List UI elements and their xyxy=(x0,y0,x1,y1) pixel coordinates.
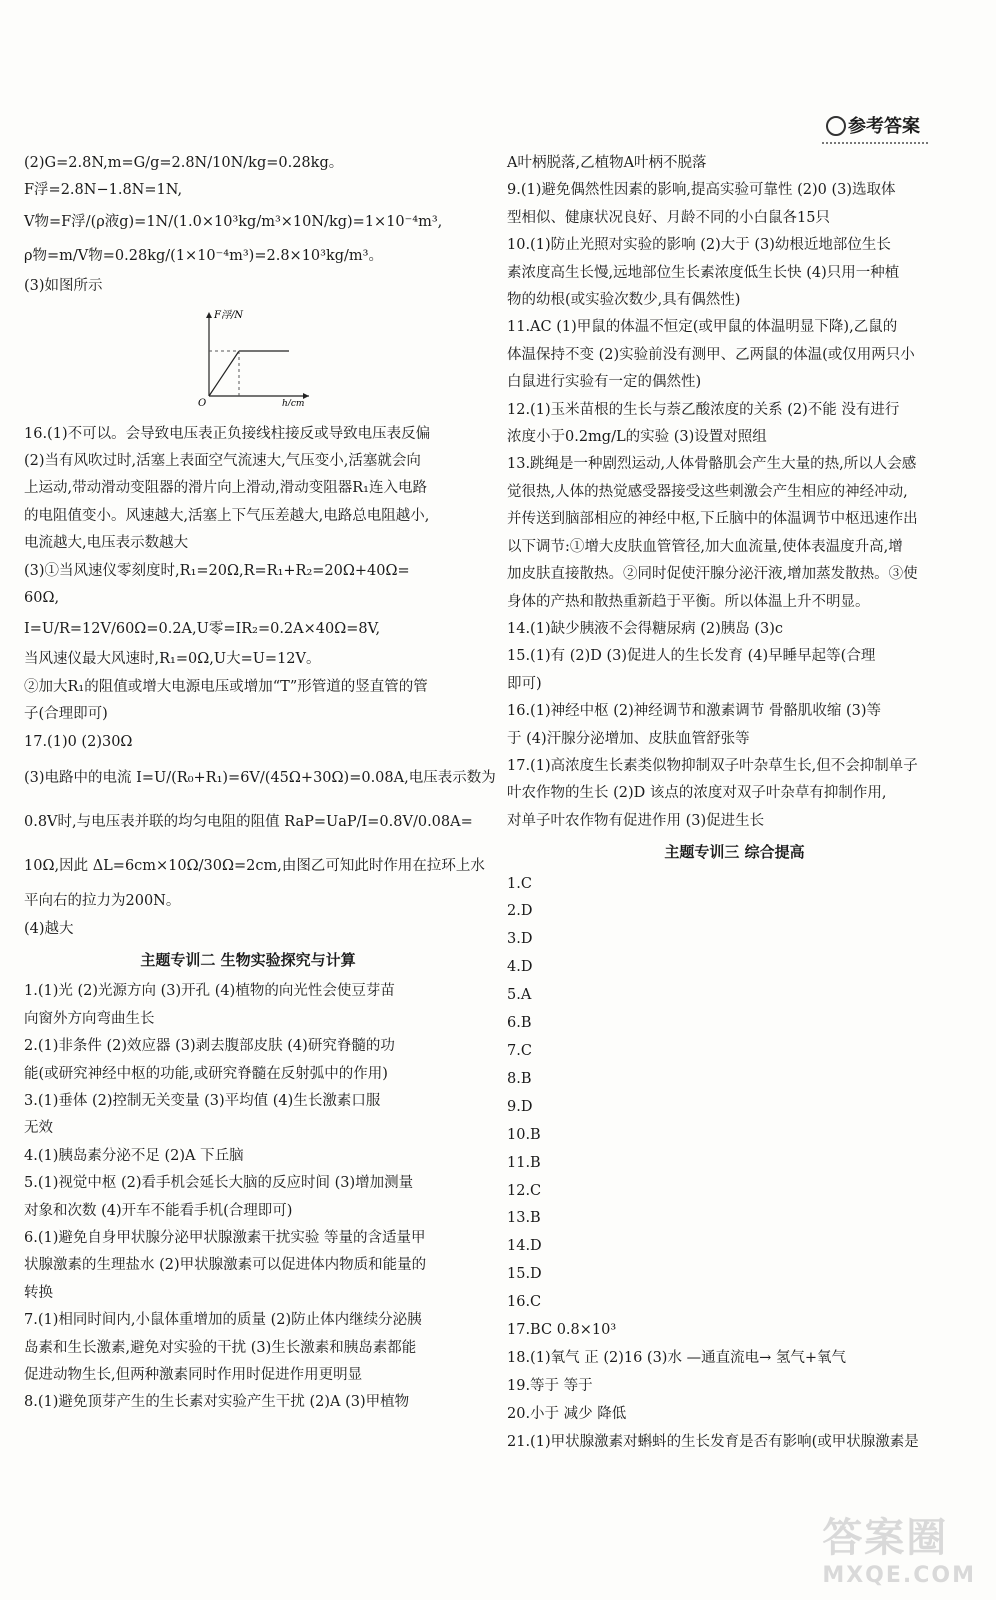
mc-answer: 4.D xyxy=(507,959,533,976)
mc-answer: 3.D xyxy=(507,931,533,948)
q16-line: 上运动,带动滑动变阻器的滑片向上滑动,滑动变阻器R₁连入电路 xyxy=(24,480,427,497)
section-title-2: 主题专训二 生物实验探究与计算 xyxy=(140,950,356,969)
q16-line: I=U/R=12V/60Ω=0.2A,U零=IR₂=0.2A×40Ω=8V, xyxy=(24,621,381,638)
q17-line: 17.(1)0 (2)30Ω xyxy=(24,733,133,750)
graph-origin: O xyxy=(198,398,207,407)
q16-line: ②加大R₁的阻值或增大电源电压或增加“T”形管道的竖直管的管 xyxy=(24,678,428,695)
mc-answer: 2.D xyxy=(507,903,533,920)
r-line: 17.(1)高浓度生长素类似物抑制双子叶杂草生长,但不会抑制单子 xyxy=(507,757,918,774)
buoyancy-depth-graph xyxy=(194,306,314,406)
s2-line: 1.(1)光 (2)光源方向 (3)开孔 (4)植物的向光性会使豆芽苗 xyxy=(24,983,395,1000)
r-line: 叶农作物的生长 (2)D 该点的浓度对双子叶杂草有抑制作用, xyxy=(507,785,887,802)
badge-text: 参考答案 xyxy=(848,116,920,137)
q16-line: 子(合理即可) xyxy=(24,706,108,723)
q16-line: 16.(1)不可以。会导致电压表正负接线柱接反或导致电压表反偏 xyxy=(24,425,431,442)
r-line: 白鼠进行实验有一定的偶然性) xyxy=(507,374,702,391)
right-column xyxy=(507,150,962,1457)
left-column xyxy=(24,150,496,1417)
mc-answer: 12.C xyxy=(507,1182,542,1199)
s2-line: 7.(1)相同时间内,小鼠体重增加的质量 (2)防止体内继续分泌胰 xyxy=(24,1312,422,1329)
q16-line: 60Ω, xyxy=(24,590,60,607)
r-line: 11.AC (1)甲鼠的体温不恒定(或甲鼠的体温明显下降),乙鼠的 xyxy=(507,319,898,336)
r-line: 并传送到脑部相应的神经中枢,下丘脑中的体温调节中枢迅速作出 xyxy=(507,511,918,528)
section-title-3: 主题专训三 综合提高 xyxy=(664,843,805,862)
q15-line: ρ物=m/V物=0.28kg/(1×10⁻⁴m³)=2.8×10³kg/m³。 xyxy=(24,247,383,264)
s2-line: 向窗外方向弯曲生长 xyxy=(24,1010,155,1027)
reference-answer-badge xyxy=(822,112,928,144)
s2-line: 岛素和生长激素,避免对实验的干扰 (3)生长激素和胰岛素都能 xyxy=(24,1339,417,1356)
r-line: 10.(1)防止光照对实验的影响 (2)大于 (3)幼根近地部位生长 xyxy=(507,237,891,254)
site-watermark xyxy=(822,1506,976,1588)
mc-answer: 18.(1)氧气 正 (2)16 (3)水 —通直流电→ 氢气+氧气 xyxy=(507,1349,846,1366)
q17-line: 平向右的拉力为200N。 xyxy=(24,893,181,910)
q17-line: 10Ω,因此 ΔL=6cm×10Ω/30Ω=2cm,由图乙可知此时作用在拉环上水 xyxy=(24,858,485,875)
r-line: 觉很热,人体的热觉感受器接受这些刺激会产生相应的神经冲动, xyxy=(507,483,908,500)
loop-decoration-icon xyxy=(826,116,846,136)
r-line: 15.(1)有 (2)D (3)促进人的生长发育 (4)早睡早起等(合理 xyxy=(507,648,876,665)
mc-answer: 21.(1)甲状腺激素对蝌蚪的生长发育是否有影响(或甲状腺激素是 xyxy=(507,1433,919,1450)
s2-line: 4.(1)胰岛素分泌不足 (2)A 下丘脑 xyxy=(24,1147,244,1164)
watermark-main: 答案圈 xyxy=(822,1515,949,1561)
mc-answer: 1.C xyxy=(507,875,532,892)
s2-line: 无效 xyxy=(24,1120,53,1137)
s2-line: 转换 xyxy=(24,1284,53,1301)
mc-answer: 20.小于 减少 降低 xyxy=(507,1405,627,1422)
rising-line xyxy=(209,351,239,396)
r-line: 素浓度高生长慢,远地部位生长素浓度低生长快 (4)只用一种植 xyxy=(507,264,900,281)
q15-line: V物=F浮/(ρ液g)=1N/(1.0×10³kg/m³×10N/kg)=1×10⁻⁴m³, xyxy=(24,213,443,230)
mc-answer: 8.B xyxy=(507,1070,532,1087)
r-line: 加皮肤直接散热。②同时促使汗腺分泌汗液,增加蒸发散热。③使 xyxy=(507,566,918,583)
r-line: 体温保持不变 (2)实验前没有测甲、乙两鼠的体温(或仅用两只小 xyxy=(507,346,915,363)
q16-line: 电流越大,电压表示数越大 xyxy=(24,535,189,552)
r-line: 以下调节:①增大皮肤血管管径,加大血流量,使体表温度升高,增 xyxy=(507,538,903,555)
q16-line: (2)当有风吹过时,活塞上表面空气流速大,气压变小,活塞就会向 xyxy=(24,453,421,470)
q17-line: (4)越大 xyxy=(24,920,74,937)
q15-line: F浮=2.8N−1.8N=1N, xyxy=(24,182,183,199)
mc-answer: 17.BC 0.8×10³ xyxy=(507,1322,617,1339)
mc-answer: 10.B xyxy=(507,1126,541,1143)
r-line: 12.(1)玉米苗根的生长与萘乙酸浓度的关系 (2)不能 没有进行 xyxy=(507,401,900,418)
r-line: 浓度小于0.2mg/L的实验 (3)设置对照组 xyxy=(507,429,767,446)
q15-line: (3)如图所示 xyxy=(24,277,103,294)
s2-line: 5.(1)视觉中枢 (2)看手机会延长大脑的反应时间 (3)增加测量 xyxy=(24,1175,414,1192)
mc-answer: 14.D xyxy=(507,1238,542,1255)
s2-line: 2.(1)非条件 (2)效应器 (3)剥去腹部皮肤 (4)研究脊髓的功 xyxy=(24,1038,395,1055)
s2-line: 对象和次数 (4)开车不能看手机(合理即可) xyxy=(24,1202,293,1219)
s2-line: 促进动物生长,但两种激素同时作用时促进作用更明显 xyxy=(24,1367,363,1383)
r-line: 即可) xyxy=(507,675,542,692)
graph-xlabel: h/cm xyxy=(282,399,305,407)
s2-line: 6.(1)避免自身甲状腺分泌甲状腺激素干扰实验 等量的含适量甲 xyxy=(24,1229,426,1246)
mc-answer: 11.B xyxy=(507,1154,541,1171)
r-line: 16.(1)神经中枢 (2)神经调节和激素调节 骨骼肌收缩 (3)等 xyxy=(507,703,882,720)
r-line: 9.(1)避免偶然性因素的影响,提高实验可靠性 (2)0 (3)选取体 xyxy=(507,182,896,199)
mc-answer: 13.B xyxy=(507,1210,541,1227)
mc-answer: 9.D xyxy=(507,1098,533,1115)
mc-answer: 5.A xyxy=(507,987,532,1004)
r-line: 14.(1)缺少胰液不会得糖尿病 (2)胰岛 (3)c xyxy=(507,620,784,637)
r-line: A叶柄脱落,乙植物A叶柄不脱落 xyxy=(507,155,707,171)
mc-answer: 7.C xyxy=(507,1043,532,1059)
s2-line: 能(或研究神经中枢的功能,或研究脊髓在反射弧中的作用) xyxy=(24,1065,388,1082)
r-line: 对单子叶农作物有促进作用 (3)促进生长 xyxy=(507,812,765,829)
mc-answer: 19.等于 等于 xyxy=(507,1377,593,1394)
q17-line: (3)电路中的电流 I=U/(R₀+R₁)=6V/(45Ω+30Ω)=0.08A,电压表示数为 xyxy=(24,770,496,787)
q16-line: (3)①当风速仪零刻度时,R₁=20Ω,R=R₁+R₂=20Ω+40Ω= xyxy=(24,562,410,579)
s2-line: 3.(1)垂体 (2)控制无关变量 (3)平均值 (4)生长激素口服 xyxy=(24,1092,381,1109)
y-axis-arrow xyxy=(206,312,212,318)
mc-answer: 16.C xyxy=(507,1294,542,1311)
q16-line: 当风速仪最大风速时,R₁=0Ω,U大=U=12V。 xyxy=(24,651,321,668)
graph-ylabel: F浮/N xyxy=(214,310,244,322)
r-line: 13.跳绳是一种剧烈运动,人体骨骼肌会产生大量的热,所以人会感 xyxy=(507,456,917,473)
mc-answer: 15.D xyxy=(507,1266,542,1283)
s2-line: 状腺激素的生理盐水 (2)甲状腺激素可以促进体内物质和能量的 xyxy=(24,1257,427,1274)
q16-line: 的电阻值变小。风速越大,活塞上下气压差越大,电路总电阻越小, xyxy=(24,507,430,524)
q15-line: (2)G=2.8N,m=G/g=2.8N/10N/kg=0.28kg。 xyxy=(24,155,344,171)
r-line: 物的幼根(或实验次数少,具有偶然性) xyxy=(507,292,741,309)
watermark-sub: MXQE.COM xyxy=(822,1563,976,1588)
r-line: 于 (4)汗腺分泌增加、皮肤血管舒张等 xyxy=(507,730,750,747)
r-line: 身体的产热和散热重新趋于平衡。所以体温上升不明显。 xyxy=(507,593,870,610)
mc-answer: 6.B xyxy=(507,1015,532,1032)
r-line: 型相似、健康状况良好、月龄不同的小白鼠各15只 xyxy=(507,209,830,226)
q17-line: 0.8V时,与电压表并联的均匀电阻的阻值 RaP=UaP/I=0.8V/0.08A= xyxy=(24,814,473,831)
s2-line: 8.(1)避免顶芽产生的生长素对实验产生干扰 (2)A (3)甲植物 xyxy=(24,1394,410,1411)
